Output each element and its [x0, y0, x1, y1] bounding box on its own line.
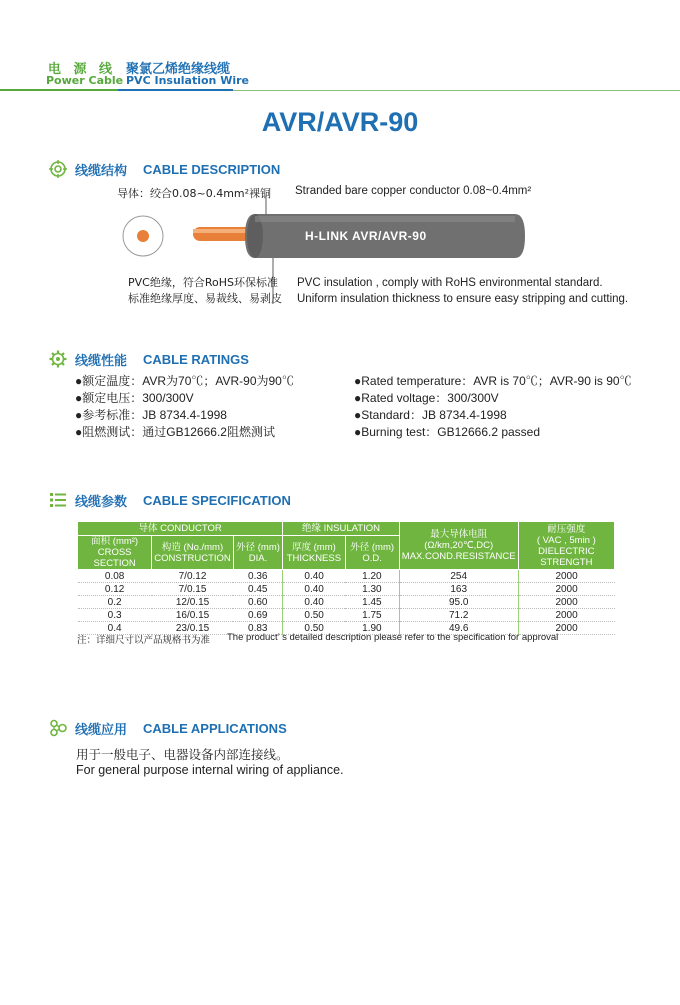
cell-construction: 23/0.15 — [152, 622, 234, 635]
rating-item: ●Rated voltage：300/300V — [354, 391, 499, 405]
heading-en: CABLE RATINGS — [143, 351, 249, 367]
applications-en: For general purpose internal wiring of appliance. — [76, 763, 344, 777]
cell-thickness: 0.40 — [283, 583, 345, 596]
col-thickness — [283, 536, 345, 570]
heading-cn: 线缆结构 — [75, 163, 128, 179]
cell-dia: 0.69 — [233, 609, 282, 622]
header-type-en: PVC Insulation Wire — [126, 74, 250, 87]
table-row — [78, 583, 615, 596]
header-rule-green — [0, 89, 118, 91]
ratings-list-en — [354, 373, 632, 441]
section-heading-applications — [49, 717, 287, 739]
table-row — [78, 570, 615, 583]
heading-cn: 线缆应用 — [75, 722, 128, 738]
heading-en: CABLE DESCRIPTION — [143, 161, 281, 177]
cell-dia: 0.83 — [233, 622, 282, 635]
cell-section: 0.08 — [78, 570, 152, 583]
cell-dia: 0.36 — [233, 570, 282, 583]
header-rule-thin — [233, 90, 680, 91]
col-resistance-en: MAX.COND.RESISTANCE — [401, 551, 516, 562]
cell-od: 1.45 — [345, 596, 399, 609]
col-dielectric-unit: ( VAC , 5min ) — [536, 534, 596, 546]
cell-od: 1.20 — [345, 570, 399, 583]
cell-resistance: 71.2 — [399, 609, 518, 622]
heading-cn: 线缆参数 — [75, 494, 128, 510]
table-note-en: The product’ s detailed description please refer to the specification for approval — [227, 632, 559, 643]
col-thickness-cn: 厚度 (mm) — [291, 541, 336, 553]
cell-construction: 7/0.12 — [152, 570, 234, 583]
table-row — [78, 609, 615, 622]
col-section-cn: 面积 (mm²) — [91, 536, 139, 547]
cell-resistance: 163 — [399, 583, 518, 596]
cell-od: 1.90 — [345, 622, 399, 635]
cell-resistance: 49.6 — [399, 622, 518, 635]
cell-od: 1.30 — [345, 583, 399, 596]
cell-section: 0.2 — [78, 596, 152, 609]
conductor-label-en: Stranded bare copper conductor 0.08~0.4mm² — [295, 185, 532, 197]
header-product-en: Power Cable — [46, 74, 124, 87]
applications-cn: 用于一般电子、电器设备内部连接线。 — [76, 747, 289, 762]
cell-thickness: 0.40 — [283, 596, 345, 609]
cell-od: 1.75 — [345, 609, 399, 622]
section-heading-ratings — [49, 348, 249, 370]
col-od-en: O.D. — [362, 552, 382, 564]
cell-dielectric: 2000 — [518, 596, 614, 609]
col-resistance-cn: 最大导体电阻 — [430, 529, 488, 540]
cell-construction: 7/0.15 — [152, 583, 234, 596]
ratings-list-cn — [75, 373, 294, 441]
col-construction-en: CONSTRUCTION — [154, 552, 231, 564]
cell-dielectric: 2000 — [518, 622, 614, 635]
heading-cn: 线缆性能 — [75, 353, 128, 369]
insulation-en-line2: Uniform insulation thickness to ensure easy stripping and cutting. — [297, 293, 629, 305]
col-thickness-en: THICKNESS — [286, 552, 342, 564]
section-heading-specification — [49, 489, 291, 511]
insulation-en-line1: PVC insulation , comply with RoHS environmental standard. — [297, 277, 603, 289]
col-construction — [152, 536, 234, 570]
col-dia — [233, 536, 282, 570]
col-dia-en: DIA. — [248, 552, 268, 564]
cell-section: 0.4 — [78, 622, 152, 635]
cell-dielectric: 2000 — [518, 570, 614, 583]
insulation-desc-en — [297, 275, 628, 307]
gear-icon — [49, 350, 67, 368]
col-od — [345, 536, 399, 570]
rating-item: ●阻燃测试：通过GB12666.2阻燃测试 — [75, 425, 275, 439]
rating-item: ●额定温度：AVR为70℃；AVR-90为90℃ — [75, 374, 294, 388]
rating-item: ●额定电压：300/300V — [75, 391, 194, 405]
cell-thickness: 0.50 — [283, 622, 345, 635]
heading-en: CABLE SPECIFICATION — [143, 492, 291, 508]
insulation-cn-line1: PVC绝缘，符合RoHS环保标准 — [128, 276, 278, 289]
col-dielectric-cn: 耐压强度 — [547, 523, 586, 535]
bars-icon — [49, 491, 67, 509]
col-dielectric-en: DIELECTRIC STRENGTH — [538, 545, 595, 568]
heading-en: CABLE APPLICATIONS — [143, 720, 287, 736]
col-dielectric — [518, 522, 614, 570]
rating-item: ●Rated temperature：AVR is 70℃；AVR-90 is 90℃ — [354, 374, 632, 388]
cell-dia: 0.45 — [233, 583, 282, 596]
cell-section: 0.3 — [78, 609, 152, 622]
cell-dia: 0.60 — [233, 596, 282, 609]
header-product-cn: 电 源 线 — [48, 62, 117, 77]
page-title: AVR/AVR-90 — [261, 107, 419, 137]
cell-thickness: 0.40 — [283, 570, 345, 583]
col-resistance — [399, 522, 518, 570]
rating-item: ●Burning test：GB12666.2 passed — [354, 425, 541, 439]
rating-item: ●参考标准：JB 8734.4-1998 — [75, 408, 227, 422]
rating-item: ●Standard：JB 8734.4-1998 — [354, 408, 507, 422]
group-conductor: 导体 CONDUCTOR — [78, 522, 283, 536]
cell-resistance: 254 — [399, 570, 518, 583]
cell-resistance: 95.0 — [399, 596, 518, 609]
cell-dielectric: 2000 — [518, 583, 614, 596]
col-dia-cn: 外径 (mm) — [236, 541, 280, 553]
target-icon — [49, 160, 67, 178]
conductor-label-cn: 导体：绞合0.08~0.4mm²裸铜 — [117, 187, 272, 200]
cell-section: 0.12 — [78, 583, 152, 596]
cell-dielectric: 2000 — [518, 609, 614, 622]
col-section — [78, 536, 152, 570]
table-row — [78, 596, 615, 609]
insulation-desc-cn — [128, 275, 282, 307]
header-type-cn: 聚氯乙烯绝缘线缆 — [126, 62, 231, 77]
cell-construction: 12/0.15 — [152, 596, 234, 609]
section-heading-description — [49, 158, 280, 180]
group-insulation: 绝缘 INSULATION — [283, 522, 400, 536]
spec-table — [77, 521, 615, 635]
col-section-en: CROSS SECTION — [93, 547, 136, 569]
cable-print-text: H-LINK AVR/AVR-90 — [305, 229, 427, 243]
insulation-cn-line2: 标准绝缘厚度、易裁线、易剥皮 — [128, 292, 282, 305]
table-note-cn: 注：详细尺寸以产品规格书为准 — [77, 635, 211, 646]
col-construction-cn: 构造 (No./mm) — [161, 541, 224, 553]
cell-construction: 16/0.15 — [152, 609, 234, 622]
header-rule-blue — [118, 89, 233, 91]
col-od-cn: 外径 (mm) — [350, 541, 395, 553]
col-resistance-unit: (Ω/km,20℃,DC) — [424, 540, 494, 551]
cell-thickness: 0.50 — [283, 609, 345, 622]
molecule-icon — [49, 719, 67, 737]
